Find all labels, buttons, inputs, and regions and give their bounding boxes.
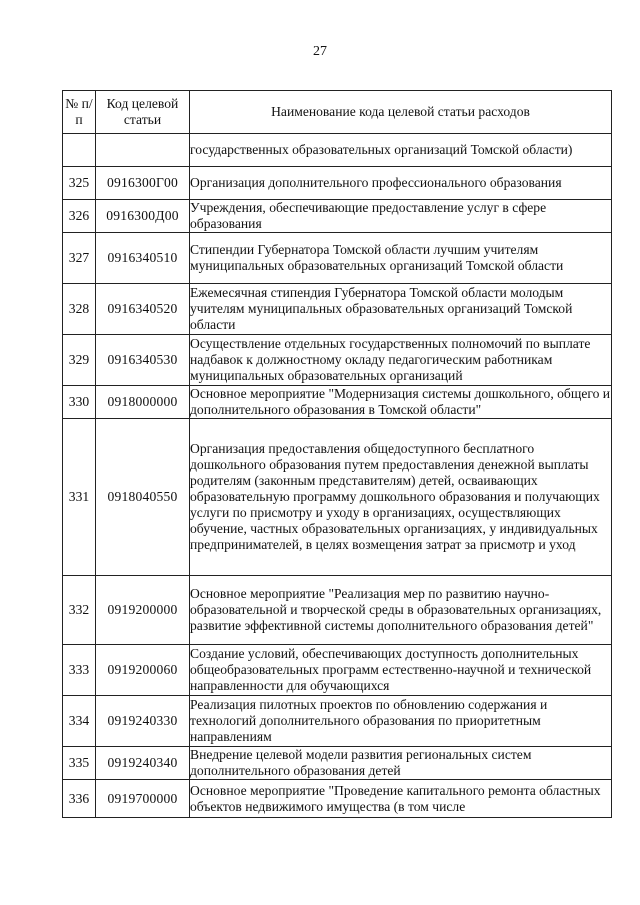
cell-number: 330 [63,386,96,419]
table-row [63,576,612,645]
cell-name: Основное мероприятие "Реализация мер по развитию научно-образовательной и творческой среды в образовательных организациях, развитие эффективной системы дополнительного образования детей" [190,576,612,645]
cell-code: 0919240340 [96,747,190,780]
cell-code: 0919240330 [96,696,190,747]
table-row [63,419,612,576]
cell-code: 0916300Г00 [96,167,190,200]
table-row [63,200,612,233]
cell-number: 332 [63,576,96,645]
cell-code: 0918040550 [96,419,190,576]
cell-name: Внедрение целевой модели развития региональных систем дополнительного образования детей [190,747,612,780]
header-code: Код целевой статьи [96,91,190,134]
table-row [63,233,612,284]
cell-code: 0918000000 [96,386,190,419]
cell-name: Основное мероприятие "Проведение капитального ремонта областных объектов недвижимого имущества (в том числе [190,780,612,818]
cell-code: 0919200000 [96,576,190,645]
table-header-row [63,91,612,134]
cell-code: 0916340510 [96,233,190,284]
table-row-continuation [63,134,612,167]
cell-name: Организация предоставления общедоступного бесплатного дошкольного образования путем предоставления денежной выплаты родителям (законным представителям) детей, осваивающих образовательную программу дошкольного образования и получающих услуги по присмотру и уходу в организациях, осуществляющих обучение, частных образовательных организациях, у индивидуальных предпринимателей, в целях возмещения затрат за присмотр и уход [190,419,612,576]
cell-number: 325 [63,167,96,200]
cell-name: Учреждения, обеспечивающие предоставление услуг в сфере образования [190,200,612,233]
cell-number: 329 [63,335,96,386]
cell-number: 328 [63,284,96,335]
table-row [63,284,612,335]
header-number: № п/п [63,91,96,134]
table-row [63,167,612,200]
header-name: Наименование кода целевой статьи расходов [190,91,612,134]
cell-number: 331 [63,419,96,576]
cell-name: Организация дополнительного профессионального образования [190,167,612,200]
cell-name: Реализация пилотных проектов по обновлению содержания и технологий дополнительного образования по приоритетным направлениям [190,696,612,747]
cell-code: 0916300Д00 [96,200,190,233]
cell-code: 0916340520 [96,284,190,335]
cell-number: 326 [63,200,96,233]
cell-number: 334 [63,696,96,747]
cell-name: Осуществление отдельных государственных полномочий по выплате надбавок к должностному окладу педагогическим работникам муниципальных образовательных организаций [190,335,612,386]
cell-code [96,134,190,167]
budget-code-table [62,90,612,818]
cell-name: Ежемесячная стипендия Губернатора Томской области молодым учителям муниципальных образовательных организаций Томской области [190,284,612,335]
cell-code: 0919700000 [96,780,190,818]
table-row [63,780,612,818]
table-row [63,696,612,747]
table-row [63,645,612,696]
cell-code: 0916340530 [96,335,190,386]
cell-number: 336 [63,780,96,818]
cell-number: 327 [63,233,96,284]
cell-number [63,134,96,167]
cell-name: Основное мероприятие "Модернизация системы дошкольного, общего и дополнительного образования в Томской области" [190,386,611,417]
table-row [63,747,612,780]
cell-number: 333 [63,645,96,696]
table-row [63,386,612,419]
table-row [63,335,612,386]
cell-code: 0919200060 [96,645,190,696]
cell-name: Создание условий, обеспечивающих доступность дополнительных общеобразовательных программ естественно-научной и технической направленности для обучающихся [190,645,612,696]
cell-number: 335 [63,747,96,780]
cell-name: Стипендии Губернатора Томской области лучшим учителям муниципальных образовательных организаций Томской области [190,233,612,284]
page-number: 27 [313,44,327,59]
cell-name: государственных образовательных организаций Томской области) [190,134,612,167]
